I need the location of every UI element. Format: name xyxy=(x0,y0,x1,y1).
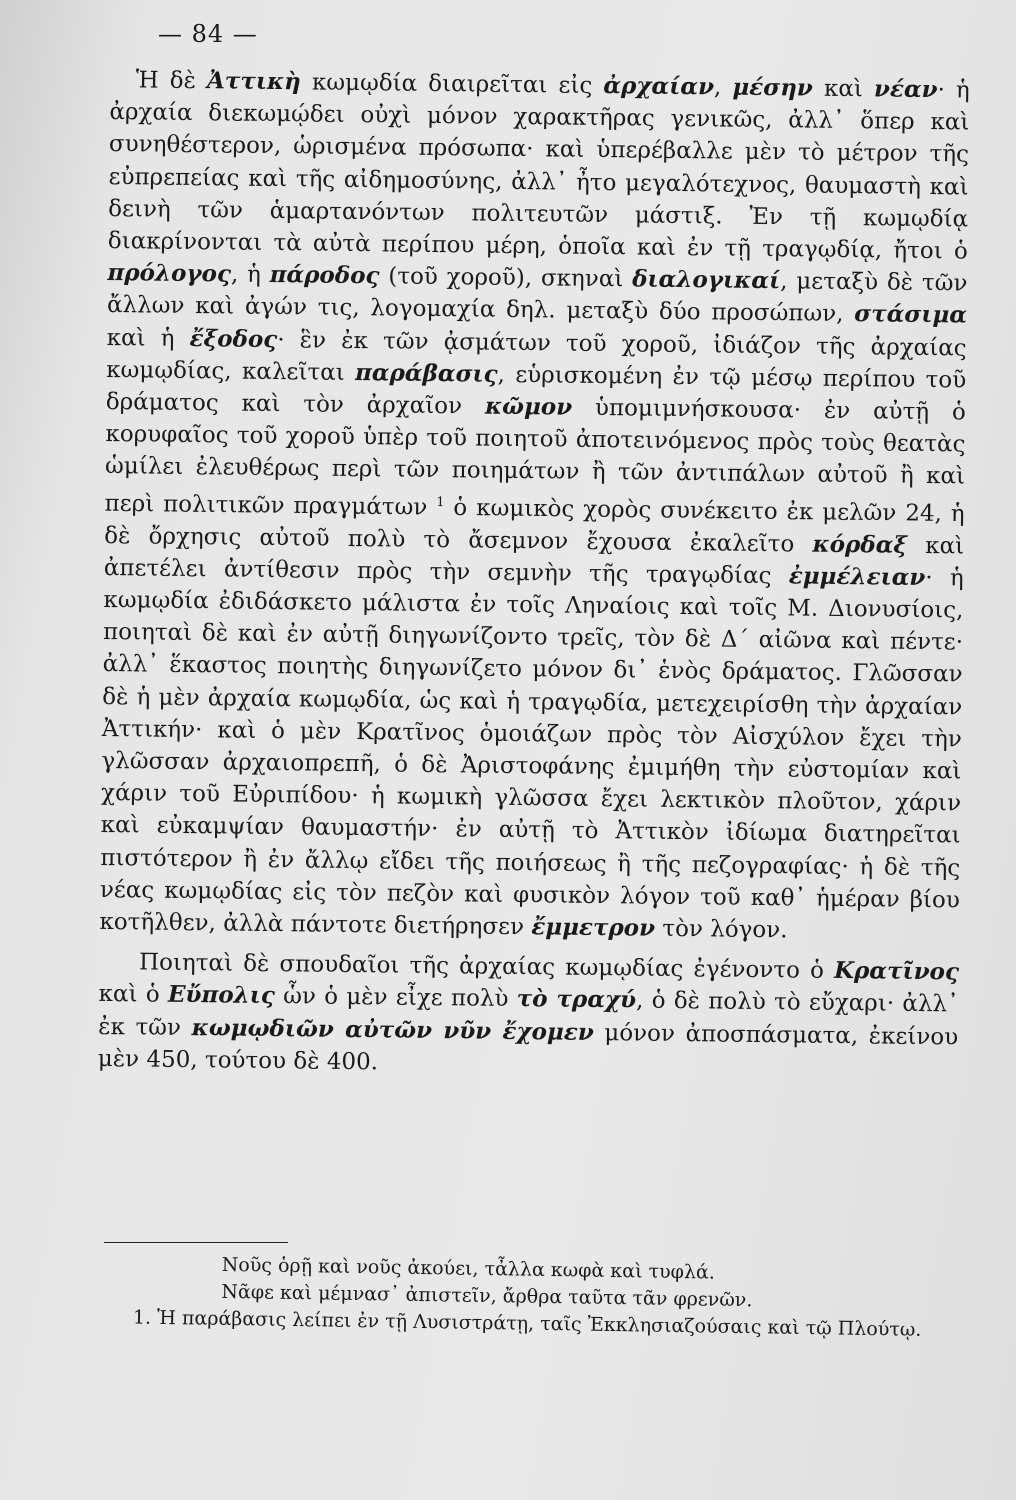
text-run: κωμῳδία διαιρεῖται εἰς xyxy=(300,69,604,100)
verse-line: Νᾶφε καὶ μέμνασ᾿ ἀπιστεῖν, ἄρθρα ταῦτα τᾶν φρενῶν. xyxy=(221,1280,753,1312)
text-run: , ὁ δὲ πολὺ τὸ εὔχαρι· ἀλλ᾿ ἐκ τῶν xyxy=(98,987,959,1041)
text-run: καὶ ὁ xyxy=(98,981,169,1009)
term-emmeleian: ἐμμέλειαν xyxy=(788,562,926,591)
text-run: ὁ κωμικὸς χορὸς συνέκειτο ἐκ μελῶν 24, ἡ δὲ ὄρχησις αὐτοῦ πολὺ τὸ ἄσεμνον ἔχουσα ἐκαλεῖτο xyxy=(104,494,965,558)
term-exodos: ἔξοδος xyxy=(189,324,278,353)
term-emmetron: ἔμμετρον xyxy=(531,913,656,942)
text-run: (τοῦ χοροῦ), σκηναὶ xyxy=(379,263,633,293)
term-dialogikai: διαλογικαί xyxy=(631,265,781,295)
term-nean: νέαν xyxy=(873,75,938,104)
term-prologos: πρόλογος xyxy=(107,259,232,288)
paragraph-poets xyxy=(98,946,960,1085)
text-run: Ποιηταὶ δὲ σπουδαῖοι τῆς ἀρχαίας κωμῳδίας ἐγένοντο ὁ xyxy=(138,949,835,985)
text-run: τὸν λόγον. xyxy=(654,915,788,944)
term-parodos: πάροδος xyxy=(269,261,380,290)
term-komon: κῶμον xyxy=(484,392,573,421)
text-run: , εὑρισκομένη ἐν τῷ μέσῳ περίπου τοῦ δράματος καὶ τὸν ἀρχαῖον xyxy=(105,361,967,420)
term-kordax: κόρδαξ xyxy=(812,530,908,559)
verse-line: Νοῦς ὁρῇ καὶ νοῦς ἀκούει, τἆλλα κωφὰ καὶ τυφλά. xyxy=(221,1253,716,1284)
text-run: · ἡ κωμῳδία ἐδιδάσκετο μάλιστα ἐν τοῖς Ληναίοις καὶ τοῖς Μ. Διονυσίοις, ποιηταὶ δὲ καὶ ἐν αὐτῇ διηγωνίζοντο τρεῖς, τὸν δὲ Δ΄ αἰῶνα καὶ πέντε· ἀλλ᾿ ἕκαστος ποιητὴς διηγωνίζετο μόνον δι᾿ ἑνὸς δράματος. Γλῶσσαν δὲ ἡ μὲν ἀρχαία κωμῳδία, ὡς καὶ ἡ τραγῳδία, μετεχειρίσθη τὴν ἀρχαίαν Ἀττικήν· καὶ ὁ μὲν Κρατῖνος ὁμοιάζων πρὸς τὸν Αἰσχύλον ἔχει τὴν γλῶσσαν ἀρχαιοπρεπῆ, ὁ δὲ Ἀριστοφάνης ἐμιμήθη τὴν εὐστομίαν καὶ χάριν τοῦ Εὐριπίδου· ἡ κωμικὴ γλῶσσα ἔχει λεκτικὸν πλοῦτον, χάριν καὶ εὐκαμψίαν θαυμαστήν· ἐν αὐτῇ τὸ Ἀττικὸν ἰδίωμα διατηρεῖται πιστότερον ἢ ἐν ἄλλῳ εἴδει τῆς ποιήσεως ἢ τῆς πεζογραφίας· ἡ δὲ τῆς νέας κωμῳδίας εἰς τὸν πεζὸν καὶ φυσικὸν λόγον τοῦ καθ᾿ ἡμέραν βίου κοτῆλθεν, ἀλλὰ πάντοτε διετήρησεν xyxy=(99,564,964,941)
term-trachy: τὸ τραχύ xyxy=(516,985,637,1014)
name-eupolis: Εὔπολις xyxy=(167,981,276,1010)
term-archaian: ἀρχαίαν xyxy=(603,72,715,101)
main-text xyxy=(98,64,970,1085)
text-run: , ἡ xyxy=(230,261,270,289)
text-run: Ἡ δὲ xyxy=(135,67,208,95)
text-run: καὶ ἀπετέλει ἀντίθεσιν πρὸς τὴν σεμνὴν τῆς τραγῳδίας xyxy=(103,532,965,590)
footnote-marker: 1. xyxy=(132,1306,152,1329)
footnote-text: Ἡ παράβασις λείπει ἐν τῇ Λυσιστράτῃ, ταῖς Ἐκκλησιαζούσαις καὶ τῷ Πλούτῳ. xyxy=(156,1306,922,1341)
text-run: ὧν ὁ μὲν εἶχε πολὺ xyxy=(274,983,517,1013)
text-run: , xyxy=(713,74,733,101)
page-number: — 84 — xyxy=(158,20,258,48)
term-mesin: μέσην xyxy=(732,73,814,102)
text-run: , μεταξὺ δὲ τῶν ἄλλων καὶ ἀγών τις, λογομαχία δηλ. μεταξὺ δύο προσώπων, xyxy=(106,268,968,328)
text-run: καὶ ἡ xyxy=(106,324,190,352)
paragraph-attic-comedy xyxy=(99,64,970,949)
text-run: · ἡ ἀρχαία διεκωμῴδει οὐχὶ μόνον χαρακτῆρας γενικῶς, ἀλλ᾿ ὅπερ καὶ συνηθέστερον, ὡρισμένα πρόσωπα· καὶ ὑπερέβαλλε μὲν τὸ μέτρον τῆς εὐπρεπείας καὶ τῆς αἰδημοσύνης, ἀλλ᾿ ἦτο μεγαλότεχνος, θαυμαστὴ καὶ δεινὴ τῶν ἁμαρτανόντων πολιτευτῶν μάστιξ. Ἐν τῇ κωμῳδίᾳ διακρίνονται τὰ αὐτὰ περίπου μέρη, ὁποῖα καὶ ἐν τῇ τραγῳδίᾳ, ἤτοι ὁ xyxy=(107,77,970,265)
text-run: καὶ xyxy=(812,75,875,103)
text-run: · ἓν ἐκ τῶν ᾀσμάτων τοῦ χοροῦ, ἰδιάζον τῆς ἀρχαίας κωμῳδίας, καλεῖται xyxy=(106,326,967,386)
footnote-reference: 1 xyxy=(436,494,445,510)
term-parabasis: παράβασις xyxy=(354,358,498,388)
text-run: μόνον ἀποσπάσματα, ἐκείνου μὲν 450, τούτου δὲ 400. xyxy=(97,1019,959,1076)
footnote-divider xyxy=(104,1242,288,1243)
text-run: ὑπομιμνήσκουσα· ἐν αὐτῇ ὁ κορυφαῖος τοῦ χοροῦ ὑπὲρ τοῦ ποιητοῦ ἀποτεινόμενος πρὸς τοὺς θεατὰς ὡμίλει ἐλευθέρως περὶ τῶν ποιημάτων ἢ τῶν ἀντιπάλων αὐτοῦ ἢ καὶ περὶ πολιτικῶν πραγμάτων xyxy=(104,394,966,521)
term-komodion: κωμῳδιῶν αὐτῶν νῦν ἔχομεν xyxy=(191,1013,594,1046)
name-kratinos: Κρατῖνος xyxy=(833,957,960,986)
footnotes xyxy=(103,1250,964,1344)
term-attiki: Ἀττικὴ xyxy=(206,67,302,96)
term-stasima: στάσιμα xyxy=(854,300,968,329)
